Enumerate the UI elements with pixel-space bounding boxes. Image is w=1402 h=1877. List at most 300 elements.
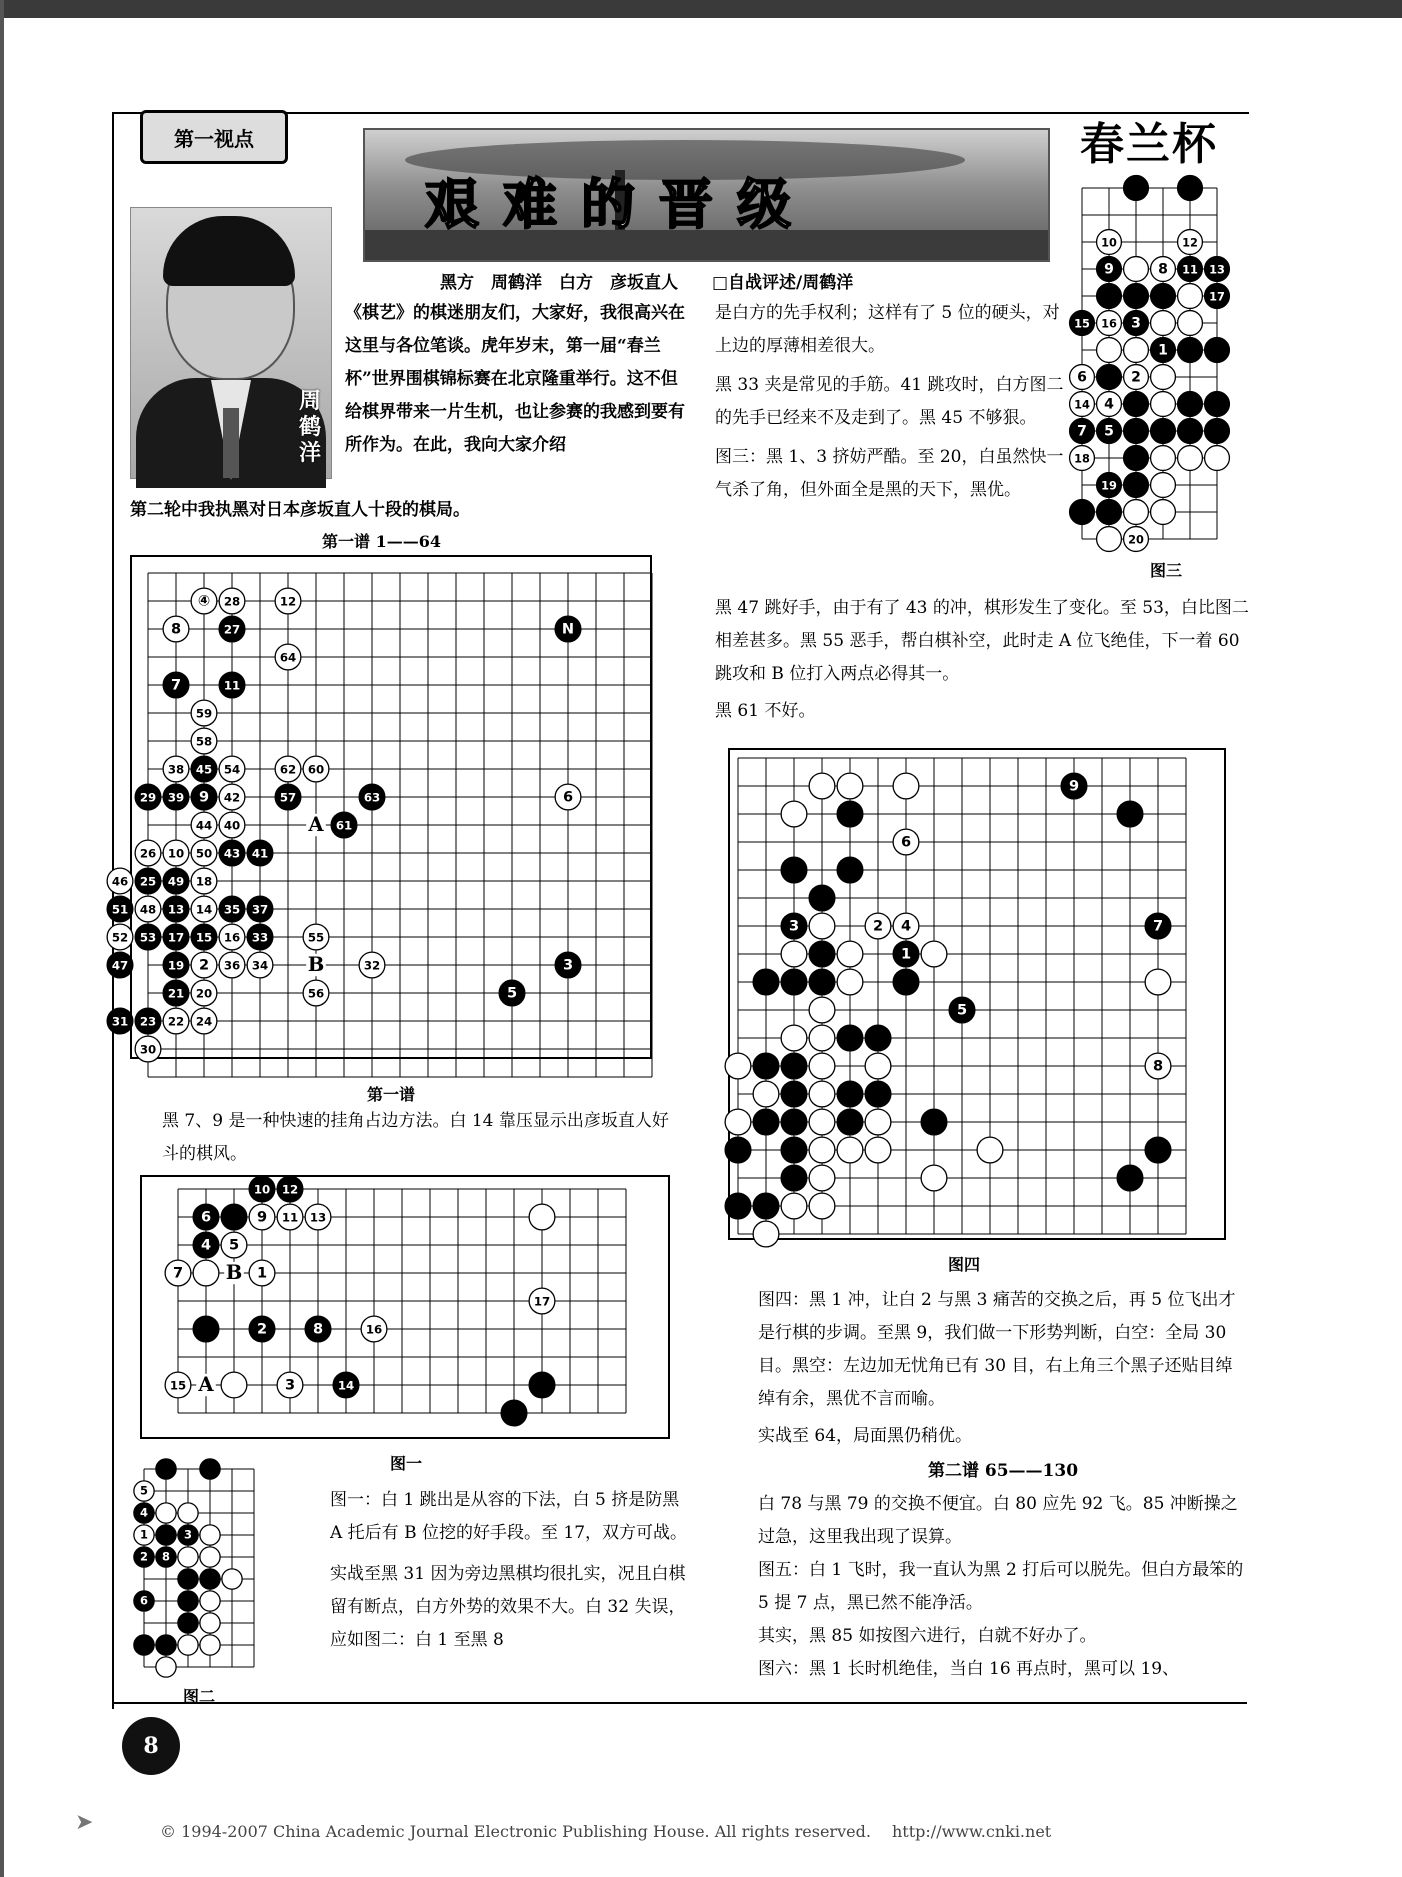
black-stone — [1070, 419, 1095, 444]
black-stone — [781, 913, 807, 939]
black-stone — [219, 616, 245, 642]
move-number: 23 — [139, 1014, 157, 1029]
paragraph-fig3-text: 图三：黑 1、3 挤妨严酷。至 20，白虽然快一气杀了角，但外面全是黑的天下，黑优。 — [715, 447, 1064, 500]
page-number: 8 — [122, 1717, 180, 1775]
white-stone — [809, 1109, 835, 1135]
move-number: 1 — [256, 1264, 268, 1282]
move-number: 6 — [900, 833, 912, 851]
white-stone — [1097, 392, 1122, 417]
move-number: 6 — [200, 1208, 212, 1226]
board-label: B — [307, 953, 325, 976]
move-number: 17 — [533, 1294, 551, 1309]
move-number: 11 — [1182, 262, 1198, 277]
black-stone — [219, 672, 245, 698]
paragraph-move64-text: 实战至 64，局面黑仍稍优。 — [758, 1426, 973, 1446]
move-number: 20 — [1128, 532, 1144, 547]
black-stone — [1205, 257, 1230, 282]
black-stone — [809, 885, 835, 911]
black-stone — [277, 1176, 303, 1202]
move-number: 9 — [1068, 777, 1080, 795]
move-number: 16 — [1101, 316, 1117, 331]
black-stone — [156, 1459, 176, 1479]
white-stone — [1070, 392, 1095, 417]
white-stone — [165, 1372, 191, 1398]
move-number: 46 — [111, 874, 129, 889]
move-number: 10 — [253, 1182, 271, 1197]
bottom-rule — [112, 1702, 1247, 1704]
black-stone — [163, 896, 189, 922]
black-stone — [163, 952, 189, 978]
white-stone — [1070, 365, 1095, 390]
move-number: 1 — [140, 1527, 148, 1542]
byline: 黑方 周鹤洋 白方 彦坂直人 □自战评述/周鹤洋 — [440, 273, 854, 293]
move-number: 3 — [562, 956, 574, 974]
move-number: 36 — [223, 958, 241, 973]
white-stone — [781, 1193, 807, 1219]
move-number: 15 — [169, 1378, 187, 1393]
white-stone — [893, 773, 919, 799]
white-stone — [1124, 365, 1149, 390]
move-number: 60 — [307, 762, 325, 777]
move-number: 44 — [195, 818, 213, 833]
move-number: 57 — [279, 790, 297, 805]
diagram1-caption: 第一谱 — [367, 1085, 416, 1104]
white-stone — [219, 812, 245, 838]
black-stone — [247, 896, 273, 922]
white-stone — [361, 1316, 387, 1342]
black-stone — [865, 1025, 891, 1051]
white-stone — [219, 588, 245, 614]
move-number: 58 — [195, 734, 213, 749]
white-stone — [249, 1260, 275, 1286]
white-stone — [191, 896, 217, 922]
white-stone — [1145, 969, 1171, 995]
white-stone — [865, 1053, 891, 1079]
move-number: 42 — [223, 790, 241, 805]
move-number: 51 — [111, 902, 129, 917]
white-stone — [781, 1025, 807, 1051]
move-number: 8 — [162, 1549, 170, 1564]
white-stone — [249, 1204, 275, 1230]
black-stone — [1205, 338, 1230, 363]
move-number: 1 — [1158, 342, 1168, 359]
white-stone — [219, 952, 245, 978]
move-number: 34 — [251, 958, 269, 973]
black-stone — [163, 784, 189, 810]
black-stone — [1061, 773, 1087, 799]
white-stone — [1151, 446, 1176, 471]
black-stone — [837, 801, 863, 827]
move-number: 40 — [223, 818, 241, 833]
white-stone — [781, 801, 807, 827]
black-stone — [1145, 913, 1171, 939]
white-stone — [725, 1053, 751, 1079]
white-stone — [178, 1635, 198, 1655]
paragraph-fig4-text: 图四：黑 1 冲，让白 2 与黑 3 痛苦的交换之后，再 5 位飞出才是行棋的步调。至黑 9，我们做一下形势判断，白空：全局 30 目。黑空：左边加无忧角已有 30 目，右上角三个黑子还贴目绰绰有余，黑优不言而喻。 — [758, 1290, 1236, 1409]
black-stone — [921, 1109, 947, 1135]
black-stone — [1097, 419, 1122, 444]
move-number: 56 — [307, 986, 325, 1001]
white-stone — [1178, 230, 1203, 255]
figure2-caption: 图二 — [183, 1687, 216, 1706]
black-stone — [191, 784, 217, 810]
move-number: 35 — [223, 902, 241, 917]
move-number: 13 — [167, 902, 185, 917]
window-left-edge — [0, 0, 4, 1877]
black-stone — [156, 1525, 176, 1545]
white-stone — [1124, 527, 1149, 552]
black-stone — [1178, 419, 1203, 444]
move-number: ④ — [197, 592, 211, 610]
move-number: 22 — [167, 1014, 185, 1029]
main-go-board — [111, 555, 670, 1075]
white-stone — [1070, 446, 1095, 471]
black-stone — [781, 1081, 807, 1107]
black-stone — [1070, 500, 1095, 525]
board-label: A — [308, 813, 324, 836]
column-badge: 第一视点 — [140, 110, 288, 164]
figure1-go-board — [140, 1175, 670, 1440]
black-stone — [219, 896, 245, 922]
black-stone — [193, 1204, 219, 1230]
board-label: B — [225, 1261, 243, 1284]
diagram2-heading: 第二谱 65——130 — [927, 1461, 1079, 1481]
move-number: 29 — [139, 790, 157, 805]
black-stone — [107, 896, 133, 922]
white-stone — [529, 1288, 555, 1314]
white-stone — [222, 1569, 242, 1589]
move-number: 3 — [788, 917, 800, 935]
move-number: 6 — [562, 788, 574, 806]
black-stone — [200, 1569, 220, 1589]
black-stone — [501, 1400, 527, 1426]
move-number: 14 — [337, 1378, 355, 1393]
move-number: 21 — [167, 986, 185, 1001]
paragraph-right-3 — [758, 1284, 1248, 1686]
white-stone — [275, 588, 301, 614]
white-stone — [305, 1204, 331, 1230]
black-stone — [1178, 176, 1203, 201]
black-stone — [809, 969, 835, 995]
move-number: 31 — [111, 1014, 129, 1029]
black-stone — [753, 969, 779, 995]
move-number: 38 — [167, 762, 185, 777]
move-number: 15 — [195, 930, 213, 945]
white-stone — [191, 812, 217, 838]
move-number: 49 — [167, 874, 185, 889]
copyright-footer: © 1994-2007 China Academic Journal Electronic Publishing House. All rights reserved. http://www.cnki.net — [160, 1822, 1052, 1841]
article-title: 艰难的晋级 — [425, 172, 815, 236]
figure4-go-board — [728, 748, 1228, 1248]
move-number: 10 — [1101, 235, 1117, 250]
black-stone — [1205, 392, 1230, 417]
move-number: 16 — [365, 1322, 383, 1337]
move-number: 8 — [312, 1320, 324, 1338]
white-stone — [837, 969, 863, 995]
black-stone — [333, 1372, 359, 1398]
white-stone — [191, 588, 217, 614]
white-stone — [893, 913, 919, 939]
black-stone — [781, 857, 807, 883]
black-stone — [1124, 473, 1149, 498]
author-photo — [130, 207, 332, 479]
move-number: 50 — [195, 846, 213, 861]
move-number: 30 — [139, 1042, 157, 1057]
black-stone — [193, 1232, 219, 1258]
move-number: 14 — [195, 902, 213, 917]
black-stone — [1124, 176, 1149, 201]
black-stone — [555, 952, 581, 978]
white-stone — [165, 1260, 191, 1286]
white-stone — [837, 773, 863, 799]
white-stone — [809, 1081, 835, 1107]
white-stone — [191, 1008, 217, 1034]
figure1-caption: 图一 — [390, 1454, 423, 1473]
move-number: N — [561, 620, 575, 638]
black-stone — [781, 1137, 807, 1163]
move-number: 18 — [1074, 451, 1090, 466]
move-number: 13 — [309, 1210, 327, 1225]
white-stone — [163, 1008, 189, 1034]
white-stone — [865, 913, 891, 939]
white-stone — [191, 840, 217, 866]
white-stone — [200, 1525, 220, 1545]
move-number: 27 — [223, 622, 241, 637]
white-stone — [809, 997, 835, 1023]
move-number: 2 — [872, 917, 884, 935]
black-stone — [1205, 284, 1230, 309]
paragraph-fig1-text: 图一：白 1 跳出是从容的下法，白 5 挤是防黑 A 托后有 B 位挖的好手段。至 17，双方可战。 — [330, 1490, 688, 1543]
move-number: 53 — [139, 930, 157, 945]
white-stone — [200, 1591, 220, 1611]
move-number: 13 — [1209, 262, 1225, 277]
black-stone — [135, 924, 161, 950]
photo-caption: 周鹤洋 — [299, 388, 322, 466]
white-stone — [529, 1204, 555, 1230]
white-stone — [178, 1547, 198, 1567]
black-stone — [331, 812, 357, 838]
black-stone — [178, 1569, 198, 1589]
black-stone — [837, 1025, 863, 1051]
photo-tie — [223, 408, 239, 478]
white-stone — [275, 644, 301, 670]
white-stone — [809, 1025, 835, 1051]
move-number: 28 — [223, 594, 241, 609]
move-number: 59 — [195, 706, 213, 721]
black-stone — [1124, 311, 1149, 336]
white-stone — [1205, 446, 1230, 471]
black-stone — [555, 616, 581, 642]
black-stone — [249, 1176, 275, 1202]
white-stone — [156, 1503, 176, 1523]
move-number: 1 — [900, 945, 912, 963]
white-stone — [865, 1137, 891, 1163]
intro-paragraph-end: 第二轮中我执黑对日本彦坂直人十段的棋局。 — [130, 500, 470, 520]
white-stone — [134, 1481, 154, 1501]
white-stone — [200, 1635, 220, 1655]
white-stone — [191, 728, 217, 754]
grid-lines — [738, 758, 1186, 1234]
black-stone — [247, 924, 273, 950]
white-stone — [977, 1137, 1003, 1163]
black-stone — [163, 672, 189, 698]
move-number: 7 — [170, 676, 182, 694]
white-stone — [893, 829, 919, 855]
white-stone — [1145, 1053, 1171, 1079]
move-number: 33 — [251, 930, 269, 945]
black-stone — [247, 840, 273, 866]
move-number: 17 — [1209, 289, 1225, 304]
move-number: 6 — [140, 1593, 148, 1608]
paragraph-move33-text: 黑 33 夹是常见的手筋。41 跳攻时，白方图二的先手已经来不及走到了。黑 45 不够狠。 — [715, 375, 1064, 428]
white-stone — [191, 980, 217, 1006]
move-number: 19 — [1101, 478, 1117, 493]
paragraph-move85-text: 其实，黑 85 如按图六进行，白就不好办了。 — [758, 1626, 1097, 1646]
black-stone — [275, 784, 301, 810]
move-number: 32 — [363, 958, 381, 973]
black-stone — [1124, 419, 1149, 444]
white-stone — [359, 952, 385, 978]
white-stone — [1097, 311, 1122, 336]
white-stone — [1178, 284, 1203, 309]
move-number: 3 — [184, 1527, 192, 1542]
white-stone — [781, 941, 807, 967]
black-stone — [893, 941, 919, 967]
white-stone — [163, 616, 189, 642]
white-stone — [200, 1547, 220, 1567]
white-stone — [809, 773, 835, 799]
move-number: 2 — [256, 1320, 268, 1338]
title-banner — [363, 128, 1050, 262]
white-stone — [107, 868, 133, 894]
move-number: 7 — [172, 1264, 184, 1282]
paragraph-move78-text: 白 78 与黑 79 的交换不便宜。白 80 应先 92 飞。85 冲断操之过急，这里我出现了误算。 — [758, 1494, 1238, 1547]
move-number: 12 — [279, 594, 297, 609]
paragraph-left-1: 黑 7、9 是一种快速的挂角占边方法。白 14 靠压显示出彦坂直人好斗的棋风。 — [162, 1111, 669, 1164]
move-number: 52 — [111, 930, 129, 945]
black-stone — [499, 980, 525, 1006]
black-stone — [134, 1547, 154, 1567]
white-stone — [135, 896, 161, 922]
move-number: 26 — [139, 846, 157, 861]
move-number: 6 — [1077, 369, 1087, 386]
white-stone — [178, 1503, 198, 1523]
black-stone — [107, 1008, 133, 1034]
white-stone — [275, 756, 301, 782]
figure3-go-board — [1068, 170, 1248, 555]
white-stone — [303, 980, 329, 1006]
black-stone — [1124, 392, 1149, 417]
white-stone — [1178, 311, 1203, 336]
move-number: 20 — [195, 986, 213, 1001]
move-number: 8 — [1158, 261, 1168, 278]
move-number: 5 — [228, 1236, 240, 1254]
white-stone — [809, 1193, 835, 1219]
white-stone — [1178, 446, 1203, 471]
black-stone — [219, 840, 245, 866]
white-stone — [193, 1260, 219, 1286]
white-stone — [921, 1165, 947, 1191]
window-top-bar — [0, 0, 1402, 18]
figure2-go-board — [130, 1455, 280, 1685]
black-stone — [249, 1316, 275, 1342]
white-stone — [1124, 257, 1149, 282]
black-stone — [837, 1081, 863, 1107]
move-number: 9 — [256, 1208, 268, 1226]
move-number: 7 — [1077, 423, 1087, 440]
black-stone — [156, 1635, 176, 1655]
move-number: 45 — [195, 762, 213, 777]
paragraph-left-2 — [330, 1484, 690, 1657]
intro-paragraph: 《棋艺》的棋迷朋友们，大家好，我很高兴在这里与各位笔谈。虎年岁末，第一届“春兰杯”世界围棋锦标赛在北京隆重举行。这不但给棋界带来一片生机，也让参赛的我感到要有所作为。在此，我向大家介绍 — [345, 303, 685, 455]
white-stone — [219, 756, 245, 782]
white-stone — [1124, 500, 1149, 525]
black-stone — [529, 1372, 555, 1398]
white-stone — [809, 913, 835, 939]
white-stone — [1151, 311, 1176, 336]
board-frame — [141, 1176, 669, 1438]
black-stone — [781, 1109, 807, 1135]
black-stone — [1178, 257, 1203, 282]
white-stone — [277, 1204, 303, 1230]
black-stone — [178, 1591, 198, 1611]
black-stone — [1124, 446, 1149, 471]
paragraph-move61-text: 黑 61 不好。 — [715, 701, 816, 721]
black-stone — [893, 969, 919, 995]
black-stone — [1178, 338, 1203, 363]
move-number: 12 — [1182, 235, 1198, 250]
move-number: 19 — [167, 958, 185, 973]
move-number: 37 — [251, 902, 269, 917]
black-stone — [1151, 419, 1176, 444]
white-stone — [555, 784, 581, 810]
black-stone — [1097, 473, 1122, 498]
black-stone — [753, 1109, 779, 1135]
black-stone — [1117, 801, 1143, 827]
move-number: 64 — [279, 650, 297, 665]
series-title: 春兰杯 — [1080, 119, 1218, 170]
black-stone — [134, 1635, 154, 1655]
white-stone — [1151, 365, 1176, 390]
paragraph-fig6-text: 图六：黑 1 长时机绝佳，当白 16 再点时，黑可以 19、 — [758, 1659, 1180, 1679]
move-number: 16 — [223, 930, 241, 945]
move-number: 4 — [900, 917, 912, 935]
black-stone — [359, 784, 385, 810]
move-number: 12 — [281, 1182, 299, 1197]
move-number: 2 — [1131, 369, 1141, 386]
move-number: 24 — [195, 1014, 213, 1029]
move-number: 5 — [1104, 423, 1114, 440]
move-number: 2 — [198, 956, 210, 974]
white-stone — [191, 868, 217, 894]
white-stone — [191, 700, 217, 726]
black-stone — [781, 969, 807, 995]
move-number: 4 — [140, 1505, 148, 1520]
white-stone — [107, 924, 133, 950]
move-number: 7 — [1152, 917, 1164, 935]
move-number: 8 — [170, 620, 182, 638]
white-stone — [1124, 338, 1149, 363]
move-number: 4 — [1104, 396, 1114, 413]
diagram1-heading: 第一谱 1——64 — [322, 532, 441, 551]
black-stone — [107, 952, 133, 978]
black-stone — [781, 1165, 807, 1191]
black-stone — [1097, 257, 1122, 282]
black-stone — [134, 1591, 154, 1611]
black-stone — [221, 1204, 247, 1230]
white-stone — [219, 924, 245, 950]
white-stone — [163, 756, 189, 782]
